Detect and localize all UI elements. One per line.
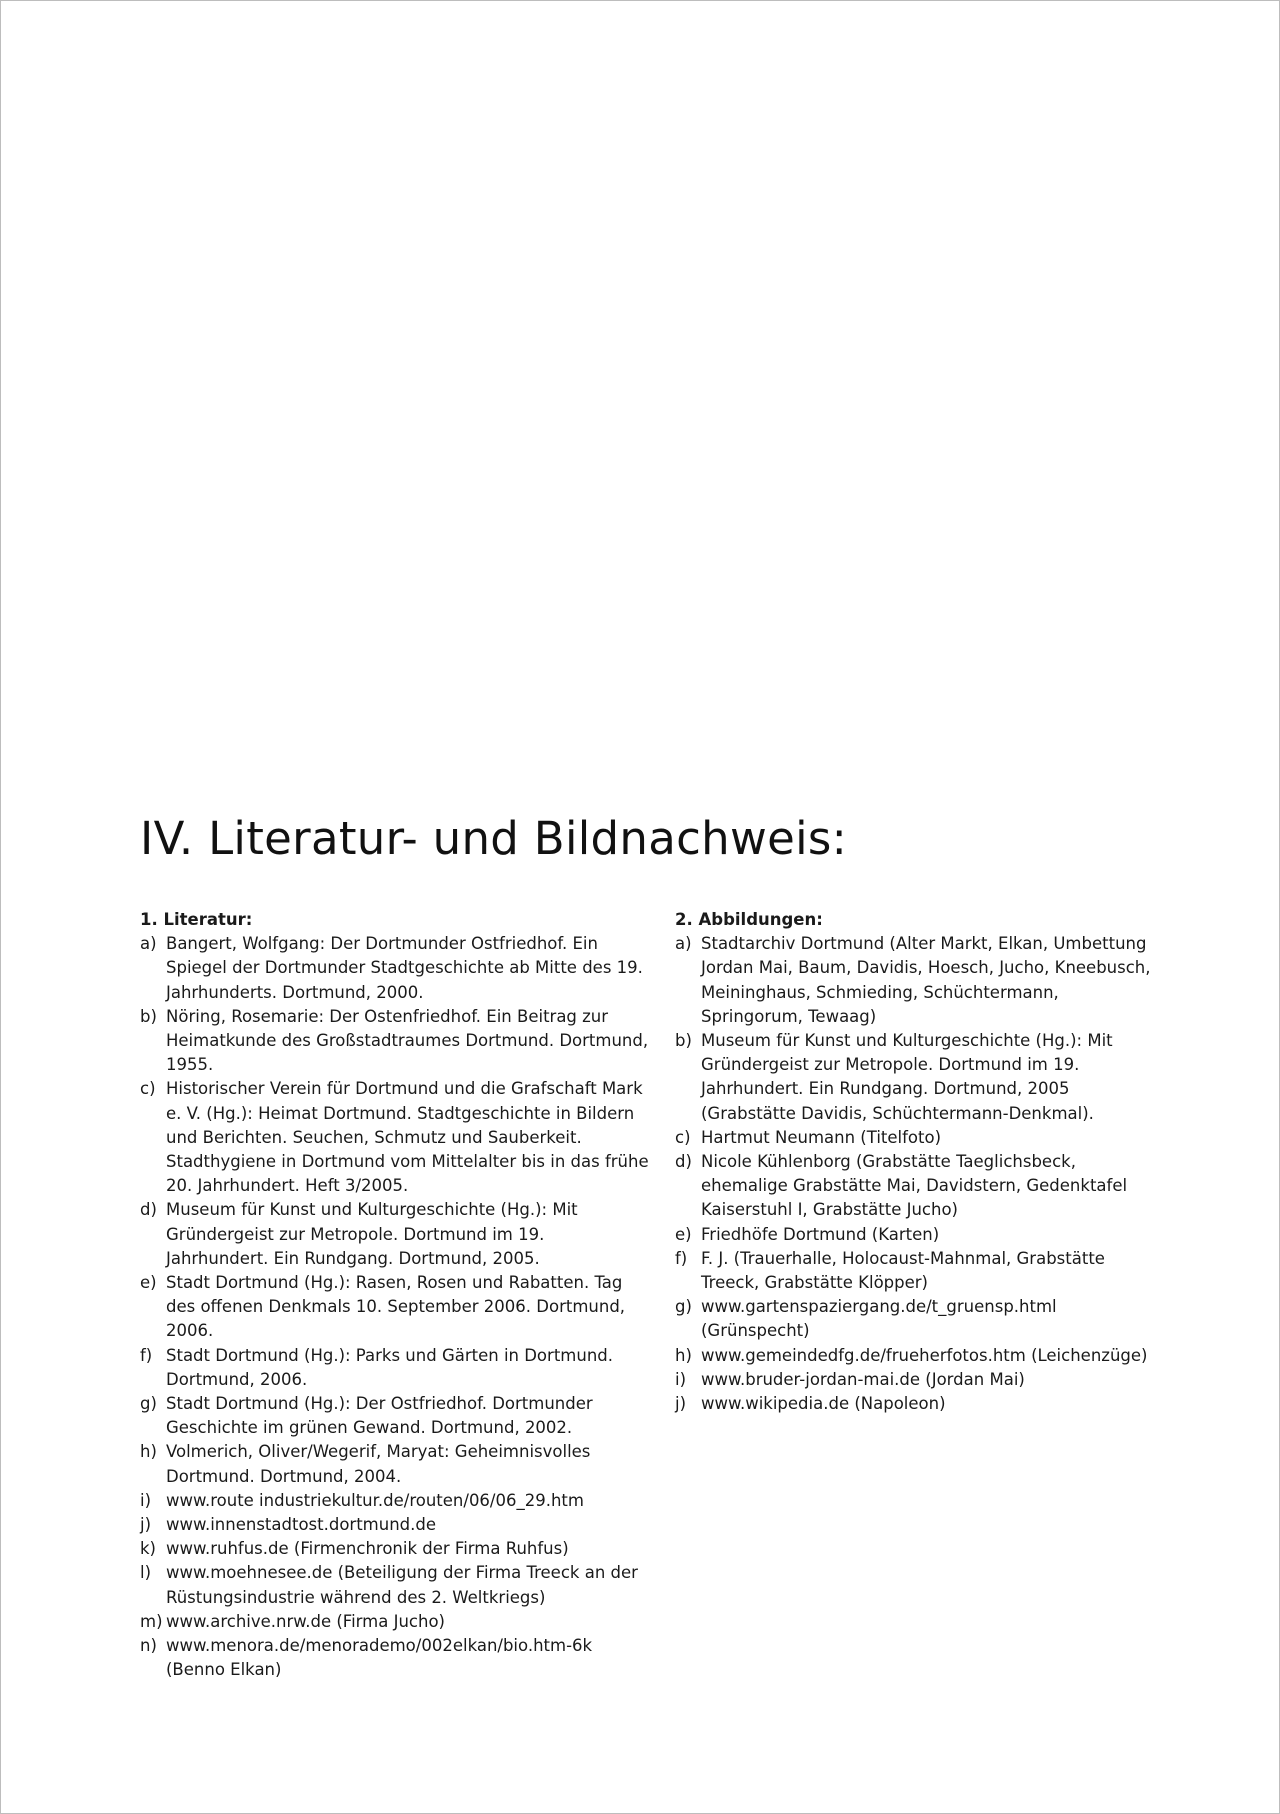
reference-item [140,1077,650,1198]
reference-item [675,1392,1155,1416]
reference-text: Museum für Kunst und Kulturgeschichte (Hg.): Mit Gründergeist zur Metropole. Dortmund im 19. Jahrhundert. Ein Rundgang. Dortmund, 2005. [166,1200,578,1268]
reference-marker: b) [675,1031,692,1051]
reference-item [140,1005,650,1078]
literature-section [140,908,650,1683]
reference-item [140,1344,650,1392]
reference-item [140,1440,650,1488]
literature-heading: 1. Literatur: [140,910,253,929]
illustrations-list [675,932,1155,1416]
reference-item [140,1392,650,1440]
reference-text: F. J. (Trauerhalle, Holocaust-Mahnmal, Grabstätte Treeck, Grabstätte Klöpper) [701,1248,1105,1293]
reference-text: Bangert, Wolfgang: Der Dortmunder Ostfriedhof. Ein Spiegel der Dortmunder Stadtgeschichte ab Mitte des 19. Jahrhunderts. Dortmund, 2000. [166,934,643,1002]
reference-text: www.menora.de/menorademo/002elkan/bio.htm-6k (Benno Elkan) [166,1636,593,1680]
reference-item [140,1271,650,1344]
reference-item [140,1489,650,1513]
reference-text: www.innenstadtost.dortmund.de [166,1515,437,1535]
reference-item [140,932,650,1005]
reference-item [140,1561,650,1609]
reference-text: www.moehnesee.de (Beteiligung der Firma Treeck an der Rüstungsindustrie während des 2. Weltkriegs) [166,1563,638,1607]
reference-marker: m) [140,1611,163,1631]
reference-text: Volmerich, Oliver/Wegerif, Maryat: Geheimnisvolles Dortmund. Dortmund, 2004. [166,1442,591,1486]
reference-text: Nöring, Rosemarie: Der Ostenfriedhof. Ein Beitrag zur Heimatkunde des Großstadtraumes Dortmund. Dortmund, 1955. [166,1006,649,1075]
reference-marker: f) [675,1248,688,1268]
reference-item [675,1126,1155,1150]
reference-text: www.gartenspaziergang.de/t_gruensp.html (Grünspecht) [701,1297,1057,1341]
reference-item [675,1247,1155,1295]
reference-item [675,1295,1155,1343]
reference-item [140,1634,650,1682]
reference-marker: i) [140,1490,152,1510]
reference-item [675,1368,1155,1392]
reference-marker: f) [140,1345,153,1365]
reference-text: Historischer Verein für Dortmund und die Grafschaft Mark e. V. (Hg.): Heimat Dortmund. Stadtgeschichte in Bildern und Berichten. Seuchen, Schmutz und Sauberkeit. Stadthygiene in Dortmund vom Mittelalter bis in das frühe 20. Jahrhundert. Heft 3/2005. [166,1079,649,1196]
reference-item [675,1223,1155,1247]
reference-text: www.route industriekultur.de/routen/06/06_29.htm [166,1490,584,1510]
reference-text: Friedhöfe Dortmund (Karten) [701,1224,940,1244]
reference-marker: c) [675,1127,691,1147]
reference-marker: n) [140,1636,157,1656]
reference-item [140,1198,650,1271]
literature-list [140,932,650,1682]
page-title: IV. Literatur- und Bildnachweis: [140,812,848,865]
reference-item [675,932,1155,1029]
reference-marker: g) [675,1297,692,1317]
illustrations-heading: 2. Abbildungen: [675,910,823,929]
reference-text: Hartmut Neumann (Titelfoto) [701,1127,942,1147]
reference-text: Stadt Dortmund (Hg.): Parks und Gärten in Dortmund. Dortmund, 2006. [166,1345,613,1389]
reference-marker: a) [675,934,692,954]
illustrations-section [675,908,1155,1416]
reference-text: www.bruder-jordan-mai.de (Jordan Mai) [701,1369,1025,1389]
reference-item [675,1344,1155,1368]
reference-marker: j) [140,1515,152,1535]
reference-item [140,1537,650,1561]
reference-marker: d) [140,1200,157,1220]
reference-marker: l) [140,1563,152,1583]
reference-text: Museum für Kunst und Kulturgeschichte (Hg.): Mit Gründergeist zur Metropole. Dortmund im 19. Jahrhundert. Ein Rundgang. Dortmund, 2005 (Grabstätte Davidis, Schüchtermann-Denkmal). [701,1031,1113,1123]
reference-marker: c) [140,1079,156,1099]
reference-marker: k) [140,1539,156,1559]
reference-item [675,1029,1155,1126]
reference-item [675,1150,1155,1223]
reference-text: www.gemeindedfg.de/frueherfotos.htm (Leichenzüge) [701,1345,1148,1365]
reference-text: Stadt Dortmund (Hg.): Der Ostfriedhof. Dortmunder Geschichte im grünen Gewand. Dortmund, 2002. [166,1394,593,1438]
reference-item [140,1513,650,1537]
reference-text: Stadtarchiv Dortmund (Alter Markt, Elkan, Umbettung Jordan Mai, Baum, Davidis, Hoesch, Jucho, Kneebusch, Meininghaus, Schmieding, Schüchtermann, Springorum, Tewaag) [701,934,1151,1026]
reference-text: www.wikipedia.de (Napoleon) [701,1394,946,1414]
reference-marker: a) [140,934,157,954]
reference-marker: i) [675,1369,687,1389]
reference-text: Nicole Kühlenborg (Grabstätte Taeglichsbeck, ehemalige Grabstätte Mai, Davidstern, Gedenktafel Kaiserstuhl I, Grabstätte Jucho) [701,1152,1128,1220]
reference-marker: e) [675,1224,692,1244]
reference-text: www.ruhfus.de (Firmenchronik der Firma Ruhfus) [166,1539,569,1559]
reference-marker: h) [140,1442,157,1462]
reference-marker: d) [675,1152,692,1172]
reference-item [140,1610,650,1634]
reference-marker: b) [140,1006,157,1026]
reference-marker: j) [675,1394,687,1414]
reference-marker: g) [140,1394,157,1414]
reference-marker: h) [675,1345,692,1365]
reference-text: Stadt Dortmund (Hg.): Rasen, Rosen und Rabatten. Tag des offenen Denkmals 10. September 2006. Dortmund, 2006. [166,1273,626,1341]
reference-marker: e) [140,1273,157,1293]
reference-text: www.archive.nrw.de (Firma Jucho) [166,1611,445,1631]
